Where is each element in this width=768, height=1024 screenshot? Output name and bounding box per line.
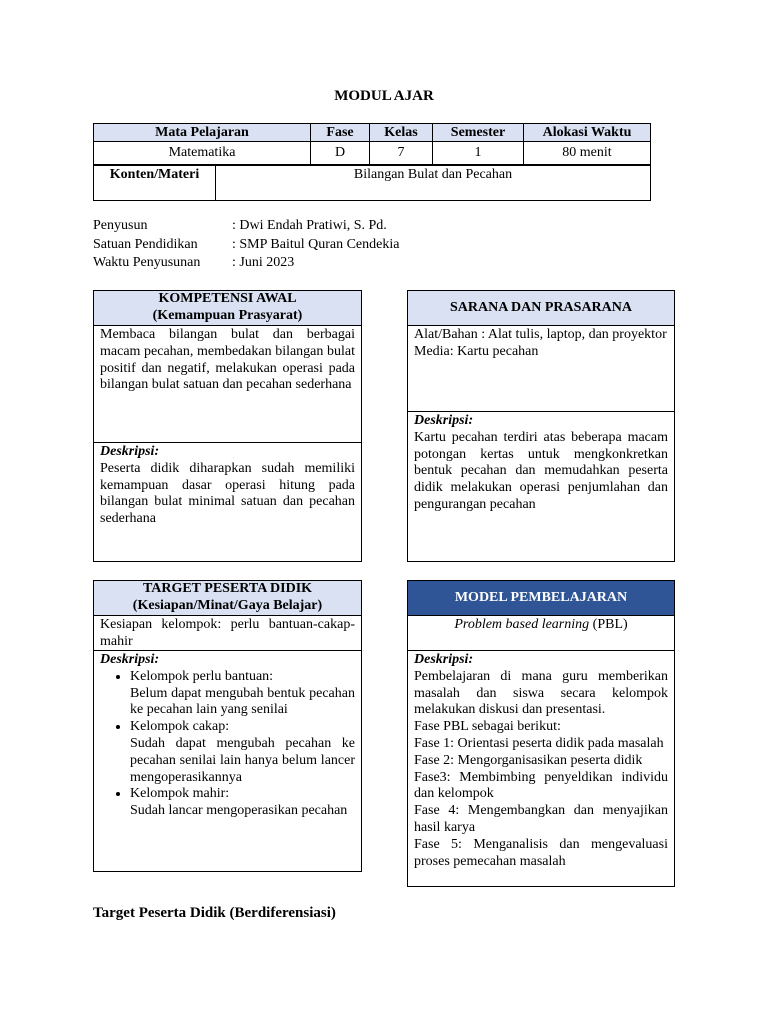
value-mata-pelajaran: Matematika	[94, 142, 311, 165]
model-title: MODEL PEMBELAJARAN	[454, 589, 628, 605]
meta-value: : SMP Baitul Quran Cendekia	[232, 236, 400, 252]
meta-label: Waktu Penyusunan	[93, 255, 201, 270]
sarana-prasarana-box	[407, 290, 675, 562]
target-description	[94, 650, 361, 820]
target-title: TARGET PESERTA DIDIK	[142, 581, 313, 597]
section-heading-berdiferensiasi: Target Peserta Didik (Berdiferensiasi)	[93, 905, 336, 921]
group-text: Sudah lancar mengoperasikan pecahan	[130, 803, 348, 819]
header-semester: Semester	[433, 124, 524, 142]
model-description	[408, 650, 674, 870]
model-abbrev: (PBL)	[589, 617, 628, 632]
list-item	[130, 669, 355, 686]
kompetensi-desc-text: Peserta didik diharapkan sudah memiliki kemampuan dasar operasi hitung pada bilangan bulat minimal satuan dan pecahan sederhana	[100, 460, 355, 527]
target-body: Kesiapan kelompok: perlu bantuan-cakap-mahir	[100, 617, 355, 649]
group-name: Kelompok cakap:	[130, 719, 230, 735]
model-fase-2: Fase 2: Mengorganisasikan peserta didik	[414, 752, 643, 768]
kompetensi-awal-box	[93, 290, 362, 562]
header-alokasi-waktu: Alokasi Waktu	[524, 124, 651, 142]
author-meta	[93, 217, 399, 273]
sarana-body	[408, 326, 674, 411]
kompetensi-title: KOMPETENSI AWAL	[158, 291, 297, 307]
kompetensi-description	[94, 442, 361, 528]
header-mata-pelajaran: Mata Pelajaran	[94, 124, 311, 142]
model-pembelajaran-box	[407, 580, 675, 887]
header-fase: Fase	[311, 124, 370, 142]
model-fase-3: Fase3: Membimbing penyeldikan individu dan kelompok	[414, 769, 668, 802]
model-header	[408, 581, 674, 616]
info-value-row	[94, 142, 651, 165]
meta-row-satuan	[93, 236, 399, 255]
target-group-list	[100, 786, 355, 803]
sarana-media: Media: Kartu pecahan	[414, 343, 539, 359]
value-semester: 1	[433, 142, 524, 165]
group-name: Kelompok perlu bantuan:	[130, 668, 274, 684]
meta-label: Satuan Pendidikan	[93, 236, 198, 252]
meta-value: : Dwi Endah Pratiwi, S. Pd.	[232, 218, 387, 233]
model-fase-intro: Fase PBL sebagai berikut:	[414, 719, 561, 735]
list-item	[130, 719, 355, 736]
sarana-header	[408, 291, 674, 326]
kompetensi-subtitle: (Kemampuan Prasyarat)	[152, 308, 303, 323]
target-group-list	[100, 719, 355, 736]
value-fase: D	[311, 142, 370, 165]
subject-info-table	[93, 123, 651, 165]
list-item	[130, 786, 355, 803]
value-alokasi-waktu: 80 menit	[524, 142, 651, 165]
sarana-description	[408, 411, 674, 514]
document-title: MODUL AJAR	[334, 88, 434, 104]
konten-row	[94, 166, 651, 201]
target-subtitle: (Kesiapan/Minat/Gaya Belajar)	[132, 598, 323, 613]
target-desc-label: Deskripsi:	[100, 652, 160, 667]
konten-value: Bilangan Bulat dan Pecahan	[216, 166, 651, 201]
sarana-alat: Alat/Bahan : Alat tulis, laptop, dan proyektor	[414, 327, 667, 342]
model-fase-5: Fase 5: Menganalisis dan mengevaluasi proses pemecahan masalah	[414, 836, 668, 869]
model-name-italic: Problem based learning	[454, 617, 590, 632]
meta-label: Penyusun	[93, 218, 148, 233]
target-group-list	[100, 669, 355, 686]
group-text: Belum dapat mengubah bentuk pecahan ke pecahan lain yang senilai	[130, 685, 355, 718]
info-header-row	[94, 124, 651, 142]
kompetensi-desc-label: Deskripsi:	[100, 444, 160, 459]
kompetensi-header	[94, 291, 361, 326]
value-kelas: 7	[370, 142, 433, 165]
meta-row-penyusun	[93, 217, 399, 236]
group-text: Sudah dapat mengubah pecahan ke pecahan senilai lain hanya belum lancer mengoperasikannya	[130, 735, 355, 785]
sarana-desc-text: Kartu pecahan terdiri atas beberapa macam potongan kertas untuk mengkonkretkan bentuk pecahan dan memudahkan peserta didik melakukan operasi penjumlahan dan pengurangan pecahan	[414, 429, 668, 512]
sarana-title: SARANA DAN PRASARANA	[449, 299, 632, 315]
target-peserta-box	[93, 580, 362, 872]
konten-label: Konten/Materi	[94, 166, 216, 201]
sarana-desc-label: Deskripsi:	[414, 413, 474, 428]
model-desc-text: Pembelajaran di mana guru memberikan masalah dan siswa secara kelompok melakukan diskusi dan presentasi.	[414, 668, 668, 718]
model-fase-4: Fase 4: Mengembangkan dan menyajikan hasil karya	[414, 803, 668, 835]
header-kelas: Kelas	[370, 124, 433, 142]
meta-value: : Juni 2023	[232, 255, 295, 270]
konten-table	[93, 165, 651, 201]
target-header	[94, 581, 361, 616]
meta-row-waktu	[93, 254, 399, 273]
model-fase-1: Fase 1: Orientasi peserta didik pada masalah	[414, 735, 664, 751]
model-desc-label: Deskripsi:	[414, 652, 474, 667]
kompetensi-body: Membaca bilangan bulat dan berbagai macam pecahan, membedakan bilangan bulat positif dan negatif, melakukan operasi pada bilangan bulat satuan dan pecahan sederhana	[100, 327, 355, 393]
model-body	[408, 616, 674, 650]
group-name: Kelompok mahir:	[130, 786, 230, 802]
